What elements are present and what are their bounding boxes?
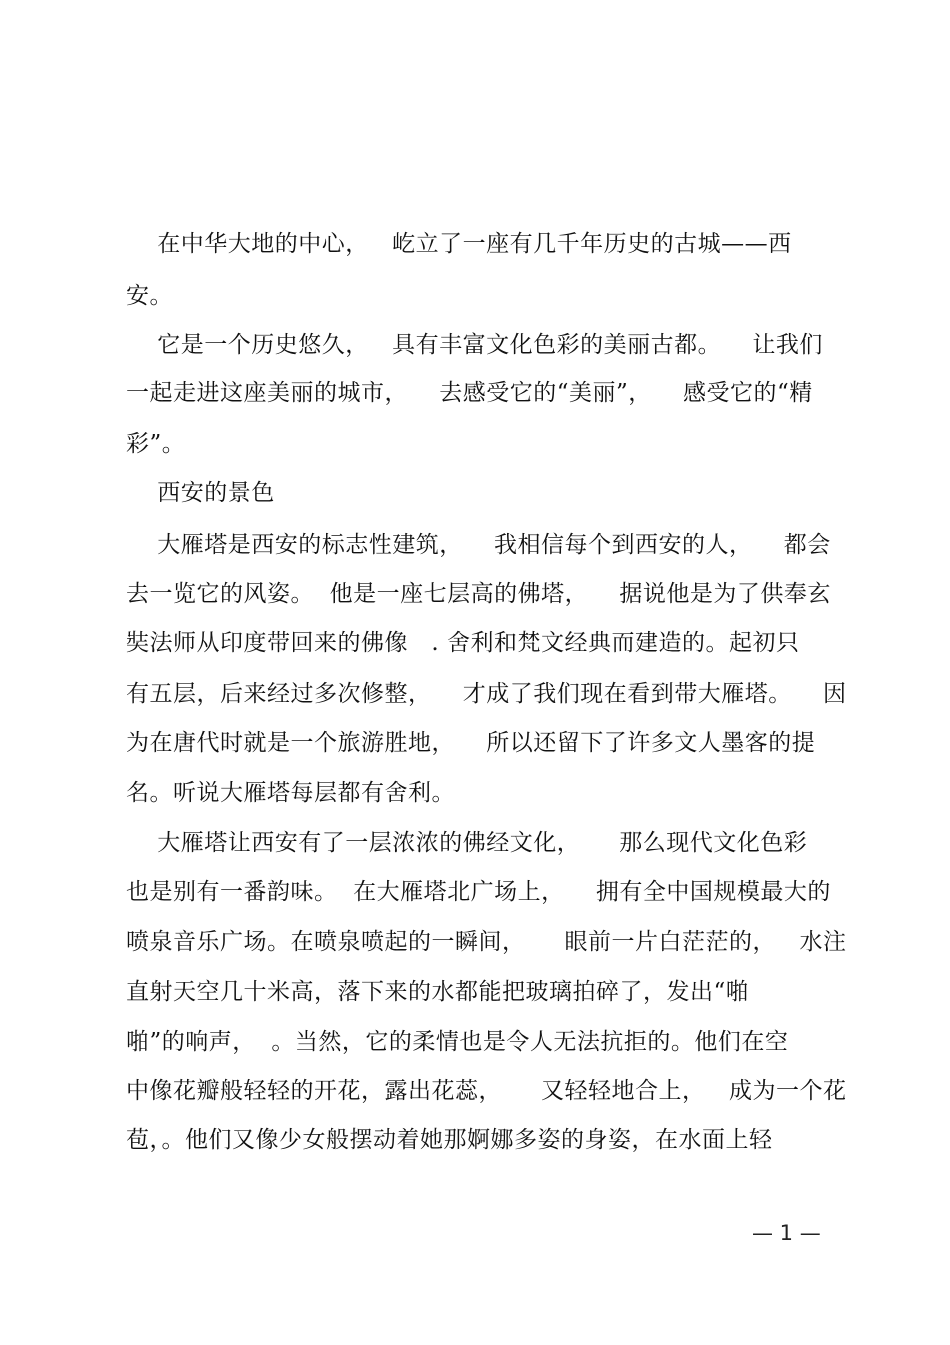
text-line: 中像花瓣般轻轻的开花，露出花蕊， 又轻轻地合上， 成为一个花 [126, 1078, 847, 1104]
page-number: — 1 — [752, 1221, 821, 1245]
text-line: 名。听说大雁塔每层都有舍利。 [126, 780, 455, 806]
text-line: 喷泉音乐广场。在喷泉喷起的一瞬间， 眼前一片白茫茫的， 水注 [126, 929, 847, 955]
text-line: 安。 [126, 283, 173, 309]
text-line: 苞，。他们又像少女般摆动着她那婀娜多姿的身姿，在水面上轻 [126, 1127, 773, 1153]
text-line: 奘法师从印度带回来的佛像 . 舍利和梵文经典而建造的。起初只 [126, 630, 800, 656]
text-line: 彩”。 [126, 431, 186, 457]
text-line: 啪”的响声， 。当然，它的柔情也是令人无法抗拒的。他们在空 [126, 1029, 789, 1055]
section-heading: 西安的景色 [126, 480, 275, 506]
text-line: 大雁塔让西安有了一层浓浓的佛经文化， 那么现代文化色彩 [126, 830, 808, 856]
text-line: 大雁塔是西安的标志性建筑， 我相信每个到西安的人， 都会 [126, 532, 831, 558]
text-line: 也是别有一番韵味。 在大雁塔北广场上， 拥有全中国规模最大的 [126, 879, 831, 905]
text-line: 去一览它的风姿。 他是一座七层高的佛塔， 据说他是为了供奉玄 [126, 581, 831, 607]
text-line: 直射天空几十米高，落下来的水都能把玻璃拍碎了，发出“啪 [126, 979, 750, 1005]
text-line: 一起走进这座美丽的城市， 去感受它的“美丽”， 感受它的“精 [126, 380, 813, 406]
text-line: 为在唐代时就是一个旅游胜地， 所以还留下了许多文人墨客的提 [126, 730, 816, 756]
text-line: 它是一个历史悠久， 具有丰富文化色彩的美丽古都。 让我们 [126, 332, 823, 358]
text-line: 有五层，后来经过多次修整， 才成了我们现在看到带大雁塔。 因 [126, 681, 847, 707]
text-line: 在中华大地的中心， 屹立了一座有几千年历史的古城——西 [126, 231, 792, 257]
